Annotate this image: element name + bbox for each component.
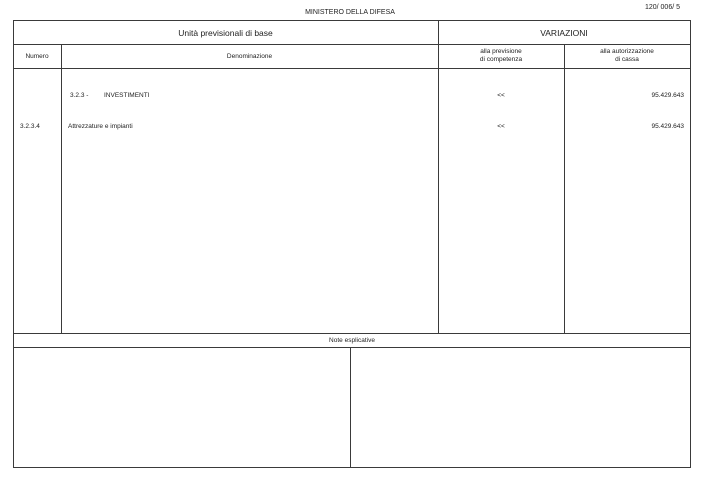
row-2-cassa: 95.429.643 [651,123,684,130]
col-header-competenza [438,48,564,64]
group-header-unita: Unità previsionali di base [178,28,273,38]
row-1-cassa: 95.429.643 [651,92,684,99]
col-header-denominazione: Denominazione [226,53,273,60]
col-header-competenza-line2: di competenza [479,56,523,63]
row-1-code: 3.2.3 - [70,92,89,99]
col-header-competenza-line1: alla previsione [480,48,522,55]
col-header-numero: Numero [25,53,49,60]
col-header-cassa-line2: di cassa [615,56,639,63]
group-header-variazioni: VARIAZIONI [540,28,588,38]
row-2-competenza: << [497,123,505,130]
notes-left-box [14,348,350,467]
row-2-numero: 3.2.3.4 [20,123,40,130]
col-header-cassa [564,48,690,64]
page-code: 120/ 006/ 5 [644,4,680,11]
ministry-title: MINISTERO DELLA DIFESA [305,9,395,16]
row-2-denominazione: Attrezzature e impianti [68,123,133,130]
row-1-competenza: << [497,92,505,99]
row-1-denominazione: INVESTIMENTI [104,92,150,99]
col-header-cassa-line1: alla autorizzazione [600,48,654,55]
notes-right-box [351,348,690,467]
notes-title: Note esplicative [329,337,375,344]
